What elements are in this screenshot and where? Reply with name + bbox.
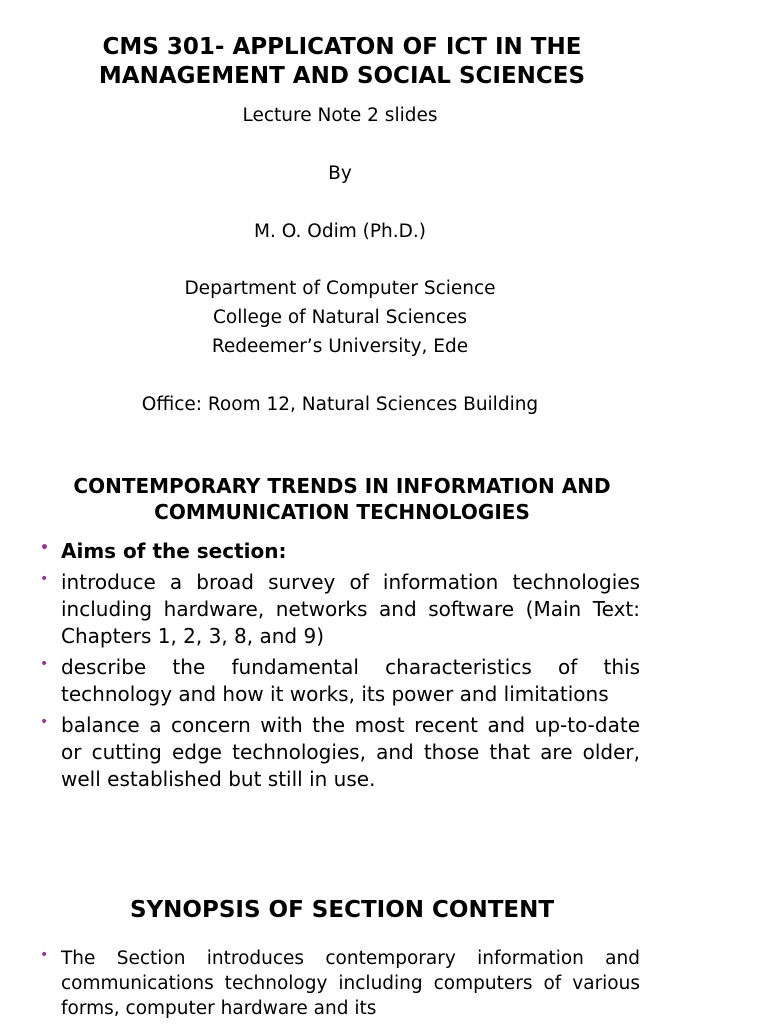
title-line-1: CMS 301- APPLICATON OF ICT IN THE: [102, 34, 582, 60]
section-2-heading: SYNOPSIS OF SECTION CONTENT: [129, 897, 555, 923]
bullet-dot-icon: •: [40, 947, 49, 963]
section-1-heading-line-2: COMMUNICATION TECHNOLOGIES: [154, 500, 530, 524]
list-item: [40, 946, 640, 1021]
bullet-dot-icon: •: [40, 656, 49, 672]
list-item: [40, 712, 640, 793]
synopsis-list: [40, 946, 640, 1021]
bullet-dot-icon: •: [40, 571, 49, 587]
list-item-text: describe the fundamental characteristics of this technology and how it works, its power and limitations: [61, 655, 640, 706]
college-name: College of Natural Sciences: [212, 307, 468, 328]
bullet-dot-icon: •: [40, 540, 49, 556]
department-name: Department of Computer Science: [184, 278, 496, 299]
office-location: Office: Room 12, Natural Sciences Building: [141, 394, 539, 415]
bullet-dot-icon: •: [40, 714, 49, 730]
list-item-text: Aims of the section:: [61, 539, 287, 563]
list-item: [40, 569, 640, 650]
list-item: [40, 654, 640, 708]
author-name: M. O. Odim (Ph.D.): [254, 221, 426, 242]
section-1-heading-line-1: CONTEMPORARY TRENDS IN INFORMATION AND: [73, 474, 611, 498]
aims-list: [40, 538, 640, 797]
list-item: [40, 538, 640, 565]
title-line-2: MANAGEMENT AND SOCIAL SCIENCES: [98, 63, 586, 89]
list-item-text: The Section introduces contemporary information and communications technology including computers of various forms, computer hardware and its: [61, 948, 640, 1019]
subtitle: Lecture Note 2 slides: [242, 105, 438, 126]
by-label: By: [328, 163, 352, 184]
list-item-text: introduce a broad survey of information technologies including hardware, networks and software (Main Text: Chapters 1, 2, 3, 8, and 9): [61, 570, 640, 648]
section-1-heading: [40, 473, 644, 525]
document-title: [40, 33, 644, 91]
university-name: Redeemer’s University, Ede: [211, 336, 469, 357]
list-item-text: balance a concern with the most recent and up-to-date or cutting edge technologies, and those that are older, well established but still in use.: [61, 713, 640, 791]
